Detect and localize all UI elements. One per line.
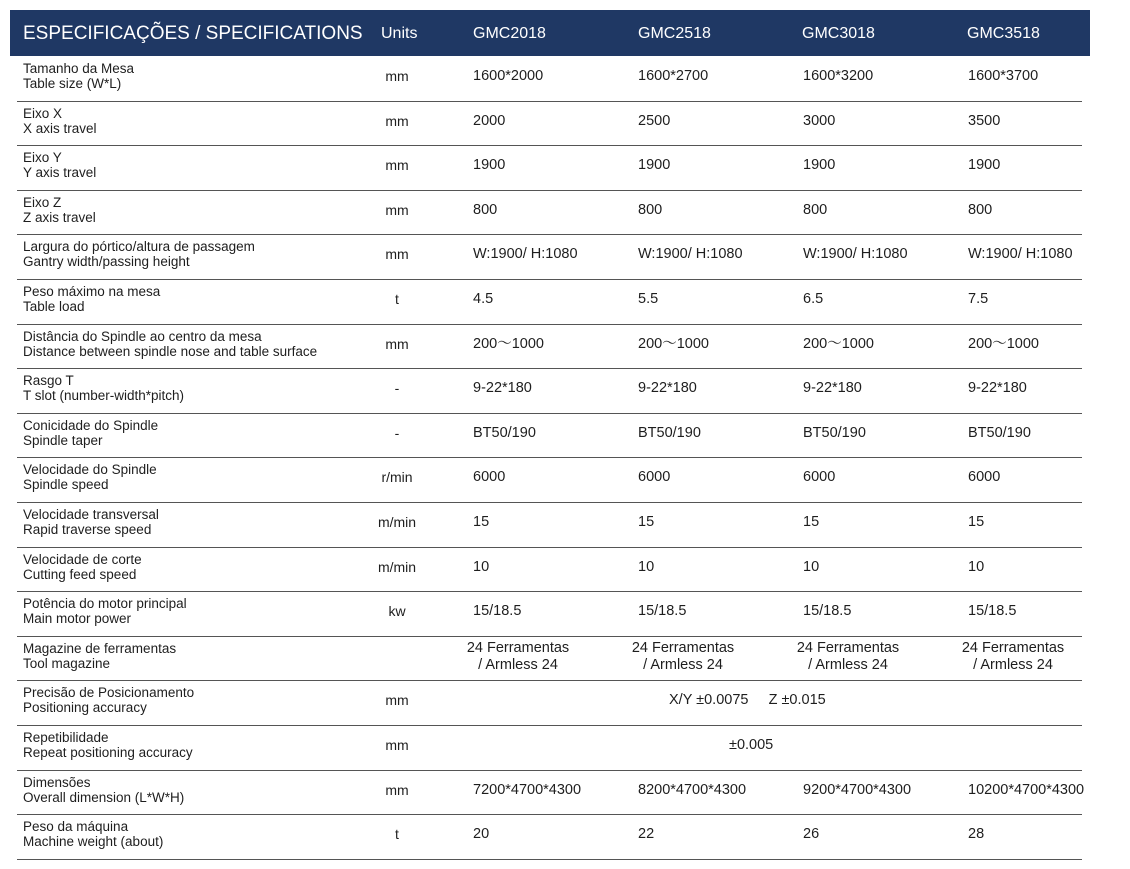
spec-label — [23, 195, 96, 225]
spec-value: 6.5 — [803, 291, 824, 307]
spec-unit: mm — [385, 112, 409, 129]
spec-value: 200～1000 — [803, 335, 874, 352]
spec-label-pt: Velocidade do Spindle — [23, 462, 157, 478]
spec-row — [17, 815, 1082, 860]
spec-value: 6000 — [968, 469, 1001, 486]
spec-value: 200～1000 — [473, 335, 544, 352]
spec-value: 15 — [638, 514, 655, 530]
spec-unit: mm — [385, 68, 409, 84]
spec-value: W:1900/ H:1080 — [473, 246, 578, 263]
spec-label-en: Table load — [23, 299, 85, 314]
spec-value: 1900 — [473, 157, 506, 174]
spec-value-line: / Armless 24 — [478, 656, 558, 673]
spec-value: 9-22*180 — [968, 380, 1027, 397]
spec-row — [17, 637, 1082, 682]
spec-value-line: / Armless 24 — [973, 656, 1053, 673]
spec-value: 9200*4700*4300 — [803, 781, 912, 798]
spec-value: 26 — [803, 826, 820, 843]
spec-label-en: Z axis travel — [23, 209, 96, 225]
spec-label-en: X axis travel — [23, 120, 97, 136]
spec-label — [23, 730, 193, 760]
model-column-header: GMC2018 — [473, 25, 546, 42]
spec-value: 5.5 — [638, 291, 659, 307]
spec-value: 1600*2700 — [638, 68, 709, 84]
spec-value: 200～1000 — [638, 335, 709, 352]
spec-label — [23, 462, 157, 492]
spec-value: 200～1000 — [968, 335, 1039, 352]
spec-unit: m/min — [377, 558, 417, 575]
spec-value-line: 24 Ferramentas — [796, 639, 900, 656]
spec-label-pt: Distância do Spindle ao centro da mesa — [23, 328, 262, 344]
spec-value: 4.5 — [473, 291, 494, 307]
spec-label-pt: Eixo Y — [23, 150, 62, 166]
spec-label-pt: Tamanho da Mesa — [23, 61, 135, 76]
spec-value — [453, 640, 583, 674]
spec-value: 1600*2000 — [473, 68, 544, 84]
spec-value: 1900 — [638, 157, 671, 174]
spec-label-en: Gantry width/passing height — [23, 254, 190, 270]
spec-value: 10 — [473, 558, 490, 575]
spec-label-en: Repeat positioning accuracy — [23, 745, 193, 760]
spec-unit: mm — [385, 335, 409, 352]
spec-value: 15 — [803, 514, 820, 530]
spec-value: 800 — [473, 201, 498, 218]
spec-value: 10 — [968, 558, 985, 575]
spec-row — [17, 458, 1082, 503]
spec-value: 10 — [803, 558, 820, 575]
spec-label-en: Spindle speed — [23, 477, 109, 493]
spec-value: W:1900/ H:1080 — [638, 246, 743, 263]
spec-unit: kw — [388, 603, 406, 620]
spec-value — [783, 640, 913, 674]
spec-value-line: 24 Ferramentas — [961, 639, 1065, 656]
spec-value: 15 — [968, 514, 985, 530]
spec-label — [23, 418, 158, 448]
table-header — [10, 10, 1090, 56]
spec-value: 8200*4700*4300 — [638, 781, 747, 798]
spec-label-en: Distance between spindle nose and table surface — [23, 343, 318, 359]
spec-unit: mm — [385, 692, 409, 709]
spec-value: 1900 — [968, 157, 1001, 174]
spec-value-line: 24 Ferramentas — [466, 639, 570, 656]
spec-label-pt: Largura do pórtico/altura de passagem — [23, 239, 255, 255]
model-column-header: GMC3518 — [967, 25, 1040, 42]
spec-value-line: / Armless 24 — [808, 656, 888, 673]
spec-unit: - — [394, 424, 400, 441]
spec-label — [23, 819, 163, 849]
spec-unit: r/min — [381, 469, 413, 486]
spec-value: 9-22*180 — [638, 380, 697, 397]
spec-unit: mm — [385, 781, 409, 798]
spec-value: W:1900/ H:1080 — [968, 246, 1073, 263]
spec-value: 800 — [803, 201, 828, 218]
spec-row — [17, 325, 1082, 370]
spec-label — [23, 685, 194, 715]
spec-label-pt: Peso máximo na mesa — [23, 284, 161, 299]
spec-label-pt: Dimensões — [23, 774, 91, 790]
spec-label — [23, 61, 134, 91]
spec-label — [23, 507, 159, 537]
spec-value: 15/18.5 — [473, 603, 522, 620]
spec-label — [23, 150, 96, 180]
spec-unit: mm — [385, 737, 409, 753]
spec-value: BT50/190 — [968, 424, 1031, 441]
spec-row — [17, 726, 1082, 771]
spec-value: 3500 — [968, 112, 1001, 129]
spec-row — [17, 57, 1082, 102]
spec-label — [23, 641, 176, 671]
spec-value: 7200*4700*4300 — [473, 781, 582, 798]
spec-unit: m/min — [377, 514, 417, 530]
spec-label-pt: Velocidade de corte — [23, 551, 142, 567]
spec-label — [23, 239, 255, 269]
spec-value: 15/18.5 — [638, 603, 687, 620]
spec-row — [17, 592, 1082, 637]
units-column-header: Units — [381, 25, 418, 42]
spec-unit: t — [395, 826, 399, 843]
spec-row — [17, 548, 1082, 593]
spec-row — [17, 503, 1082, 548]
spec-value: 10 — [638, 558, 655, 575]
spec-value: 9-22*180 — [473, 380, 532, 397]
spec-row — [17, 280, 1082, 325]
spec-value: BT50/190 — [638, 424, 701, 441]
spec-label-pt: Conicidade do Spindle — [23, 417, 159, 433]
spec-row — [17, 414, 1082, 459]
spec-value: 2000 — [473, 112, 506, 129]
spec-value: 6000 — [803, 469, 836, 486]
spec-label-en: Spindle taper — [23, 432, 103, 448]
spec-value: 3000 — [803, 112, 836, 129]
spec-value: W:1900/ H:1080 — [803, 246, 908, 263]
spec-unit: t — [395, 291, 399, 307]
spec-label — [23, 596, 187, 626]
spec-row — [17, 146, 1082, 191]
spec-unit: mm — [385, 201, 409, 218]
spec-value: BT50/190 — [803, 424, 866, 441]
spec-label-en: Table size (W*L) — [23, 76, 122, 91]
spec-shared-value: ±0.005 — [729, 737, 774, 753]
spec-label-pt: Precisão de Posicionamento — [23, 685, 195, 701]
spec-label-pt: Magazine de ferramentas — [23, 640, 177, 656]
spec-label — [23, 329, 317, 359]
spec-label-en: Overall dimension (L*W*H) — [23, 789, 185, 805]
spec-unit: - — [394, 380, 400, 397]
spec-label-en: Cutting feed speed — [23, 566, 137, 582]
spec-label-en: Y axis travel — [23, 165, 97, 181]
spec-value: 7.5 — [968, 291, 989, 307]
spec-label-pt: Potência do motor principal — [23, 596, 187, 612]
spec-value: BT50/190 — [473, 424, 536, 441]
spec-label-en: Main motor power — [23, 611, 132, 627]
table-title: ESPECIFICAÇÕES / SPECIFICATIONS — [23, 23, 363, 44]
spec-label — [23, 106, 97, 136]
spec-label — [23, 373, 184, 403]
spec-value: 800 — [638, 201, 663, 218]
spec-label — [23, 552, 142, 582]
spec-value: 1900 — [803, 157, 836, 174]
spec-unit: mm — [385, 157, 409, 174]
spec-value: 6000 — [473, 469, 506, 486]
spec-label-pt: Velocidade transversal — [23, 507, 159, 522]
spec-value — [618, 640, 748, 674]
spec-value: 6000 — [638, 469, 671, 486]
spec-value: 15/18.5 — [968, 603, 1017, 620]
spec-row — [17, 102, 1082, 147]
spec-label-pt: Peso da máquina — [23, 819, 129, 835]
spec-row — [17, 235, 1082, 280]
spec-value: 22 — [638, 826, 655, 843]
spec-row — [17, 681, 1082, 726]
spec-label-pt: Repetibilidade — [23, 730, 109, 745]
spec-row — [17, 191, 1082, 236]
spec-value: 15 — [473, 514, 490, 530]
spec-label-en: T slot (number-width*pitch) — [23, 388, 185, 404]
spec-label-pt: Rasgo T — [23, 373, 74, 389]
spec-value: 9-22*180 — [803, 380, 862, 397]
spec-value-line: 24 Ferramentas — [631, 639, 735, 656]
spec-value: 2500 — [638, 112, 671, 129]
spec-value: 1600*3200 — [803, 68, 874, 84]
spec-value: 20 — [473, 826, 490, 843]
spec-value: 1600*3700 — [968, 68, 1039, 84]
spec-value: 800 — [968, 201, 993, 218]
spec-label-en: Machine weight (about) — [23, 834, 164, 850]
spec-value-line: / Armless 24 — [643, 656, 723, 673]
spec-value — [948, 640, 1078, 674]
spec-row — [17, 369, 1082, 414]
spec-value: 28 — [968, 826, 985, 843]
spec-label — [23, 284, 160, 314]
spec-unit: mm — [385, 246, 409, 263]
spec-label-en: Tool magazine — [23, 655, 111, 671]
model-column-header: GMC3018 — [802, 25, 875, 42]
spec-shared-value: X/Y ±0.0075 Z ±0.015 — [669, 692, 826, 709]
spec-value: 15/18.5 — [803, 603, 852, 620]
model-column-header: GMC2518 — [638, 25, 711, 42]
spec-label-en: Rapid traverse speed — [23, 522, 152, 537]
spec-value: 10200*4700*4300 — [968, 781, 1085, 798]
spec-label-pt: Eixo X — [23, 105, 63, 121]
spec-label-pt: Eixo Z — [23, 194, 62, 210]
spec-row — [17, 771, 1085, 816]
spec-label-en: Positioning accuracy — [23, 700, 147, 716]
spec-label — [23, 775, 184, 805]
